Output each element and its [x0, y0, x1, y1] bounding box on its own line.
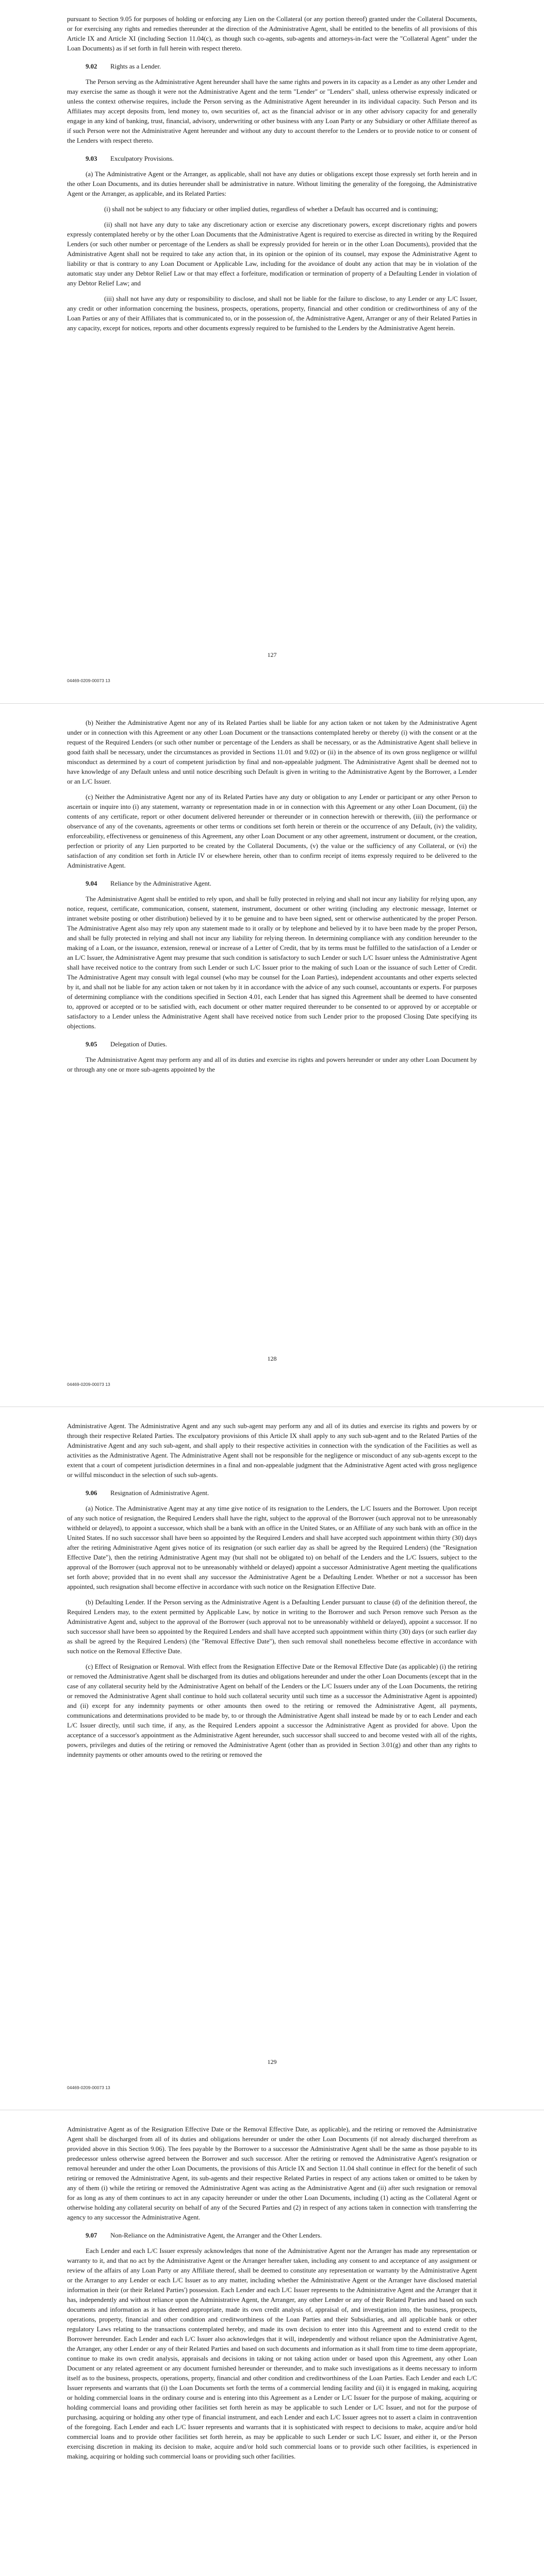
document-page: [0, 0, 544, 703]
body-paragraph: (a) Notice. The Administrative Agent may at any time give notice of its resignation to the Lenders, the L/C Issuers and the Borrower. Upon receipt of any such notice of resignation, the Required Lenders shall have the right, subject to the approval of the Borrower (such approval not to be unreasonably withheld or delayed), to appoint a successor, which shall be a bank with an office in the United States, or an Affiliate of any such bank with an office in the United States. If no such successor shall have been so appointed by the Required Lenders and shall have accepted such appointment within thirty (30) days after the retiring Administrative Agent gives notice of its resignation (or such earlier day as shall be agreed by the Required Lenders) (the "Resignation Effective Date"), then the retiring Administrative Agent may (but shall not be obligated to) on behalf of the Lenders and the L/C Issuers, subject to the approval of the Borrower (such approval not to be unreasonably withheld or delayed) appoint a successor Administrative Agent meeting the qualifications set forth above; provided that in no event shall any successor the Administrative Agent be a Defaulting Lender. Whether or not a successor has been appointed, such resignation shall become effective in accordance with such notice on the Resignation Effective Date.: [67, 1505, 477, 1590]
body-paragraph: Administrative Agent. The Administrative Agent and any such sub-agent may perform any and all of its duties and exercise its rights and powers by or through their respective Related Parties. The exculpatory provisions of this Article IX shall apply to any such sub-agent and to the Related Parties of the Administrative Agent and any such sub-agent, and shall apply to their respective activities in connection with the syndication of the Facilities as well as activities as the Administrative Agent. The Administrative Agent shall not be responsible for the negligence or misconduct of any sub-agents except to the extent that a court of competent jurisdiction determines in a final and non-appealable judgment that the Administrative Agent acted with gross negligence or willful misconduct in the selection of such sub-agents.: [67, 1422, 477, 1479]
section-heading: [67, 1040, 477, 1049]
page-number: 128: [267, 1355, 277, 1362]
section-number: 9.05: [86, 1041, 97, 1048]
body-paragraph: (c) Effect of Resignation or Removal. With effect from the Resignation Effective Date or the Removal Effective Date (as applicable) (i) the retiring or removed the Administrative Agent shall be discharged from its duties and obligations hereunder and under the other Loan Documents (except that in the case of any collateral security held by the Administrative Agent on behalf of the Lenders or the L/C Issuers under any of the Loan Documents, the retiring or removed the Administrative Agent shall continue to hold such collateral security until such time as a successor the Administrative Agent is appointed) and (ii) except for any indemnity payments or other amounts then owed to the retiring or removed the Administrative Agent, all payments, communications and determinations provided to be made by, to or through the Administrative Agent shall instead be made by or to each Lender and each L/C Issuer directly, until such time, if any, as the Required Lenders appoint a successor the Administrative Agent as provided for above. Upon the acceptance of a successor's appointment as the Administrative Agent hereunder, such successor shall succeed to and become vested with all of the rights, powers, privileges and duties of the retiring or removed the Administrative Agent (other than as provided in Section 3.01(g) and other than any rights to indemnity payments or other amounts owed to the retiring or removed the: [67, 1663, 477, 1758]
section-heading: [67, 62, 477, 72]
section-number: 9.07: [86, 2232, 97, 2239]
body-paragraph: The Administrative Agent shall be entitled to rely upon, and shall be fully protected in relying and shall not incur any liability for relying upon, any notice, request, certificate, communication, consent, statement, instrument, document or other writing (including any electronic message, Internet or intranet website posting or other distribution) believed by it to be genuine and to have been signed, sent or otherwise authenticated by the proper Person. The Administrative Agent also may rely upon any statement made to it orally or by telephone and believed by it to have been made by the proper Person, and shall be fully protected in relying and shall not incur any liability for relying thereon. In determining compliance with any condition hereunder to the making of a Loan, or the issuance, extension, renewal or increase of a Letter of Credit, that by its terms must be fulfilled to the satisfaction of a Lender or an L/C Issuer, the Administrative Agent may presume that such condition is satisfactory to such Lender or such L/C Issuer unless the Administrative Agent shall have received notice to the contrary from such Lender or such L/C Issuer prior to the making of such Loan or the issuance of such Letter of Credit. The Administrative Agent may consult with legal counsel (who may be counsel for the Loan Parties), independent accountants and other experts selected by it, and shall not be liable for any action taken or not taken by it in accordance with the advice of any such counsel, accountants or experts. For purposes of determining compliance with the conditions specified in Section 4.01, each Lender that has signed this Agreement shall be deemed to have consented to, approved or accepted or to be satisfied with, each document or other matter required thereunder to be consented to or approved by or acceptable or satisfactory to a Lender unless the Administrative Agent shall have received notice from such Lender prior to the proposed Closing Date specifying its objections.: [67, 895, 477, 1030]
body-paragraph: (b) Defaulting Lender. If the Person serving as the Administrative Agent is a Defaulting Lender pursuant to clause (d) of the definition thereof, the Required Lenders may, to the extent permitted by Applicable Law, by notice in writing to the Borrower and such Person remove such Person as the Administrative Agent and, subject to the approval of the Borrower (such approval not to be unreasonably withheld or delayed), appoint a successor. If no such successor shall have been so appointed by the Required Lenders and shall have accepted such appointment within thirty (30) days (or such earlier day as shall be agreed by the Required Lenders) (the "Removal Effective Date"), then such removal shall nonetheless become effective in accordance with such notice on the Removal Effective Date.: [67, 1599, 477, 1655]
body-paragraph: (c) Neither the Administrative Agent nor any of its Related Parties have any duty or obligation to any Lender or participant or any other Person to ascertain or inquire into (i) any statement, warranty or representation made in or in connection with this Agreement or any other Loan Document, (ii) the contents of any certificate, report or other document delivered hereunder or thereunder or in connection herewith or therewith, (iii) the performance or observance of any of the covenants, agreements or other terms or conditions set forth herein or therein or the occurrence of any Default, (iv) the validity, enforceability, effectiveness or genuineness of this Agreement, any other Loan Document or any other agreement, instrument or document, or the creation, perfection or priority of any Lien purported to be created by the Collateral Documents, (v) the value or the sufficiency of any Collateral, or (vi) the satisfaction of any condition set forth in Article IV or elsewhere herein, other than to confirm receipt of items expressly required to be delivered to the Administrative Agent.: [67, 793, 477, 869]
section-heading: [67, 154, 477, 164]
body-paragraph: (b) Neither the Administrative Agent nor any of its Related Parties shall be liable for any action taken or not taken by the Administrative Agent under or in connection with this Agreement or any other Loan Document or the transactions contemplated hereby or thereby (i) with the consent or at the request of the Required Lenders (or such other number or percentage of the Lenders as shall be necessary, or as the Administrative Agent shall believe in good faith shall be necessary, under the circumstances as provided in Sections 11.01 and 9.02) or (ii) in the absence of its own gross negligence or willful misconduct as determined by a court of competent jurisdiction by final and non-appealable judgment. The Administrative Agent shall be deemed not to have knowledge of any Default unless and until notice describing such Default is given in writing to the Administrative Agent by the Borrower, a Lender or an L/C Issuer.: [67, 719, 477, 785]
document-page: [0, 2110, 544, 2576]
body-paragraph: (iii) shall not have any duty or responsibility to disclose, and shall not be liable for the failure to disclose, to any Lender or any L/C Issuer, any credit or other information concerning the business, prospects, operations, property, financial and other condition or creditworthiness of any of the Loan Parties or any of their Affiliates that is communicated to, or in the possession of, the Administrative Agent, Arranger or any of their Related Parties in any capacity, except for notices, reports and other documents expressly required to be furnished to the Lenders by the Administrative Agent herein.: [67, 295, 477, 332]
section-heading: [67, 879, 477, 889]
page-number: 127: [267, 651, 277, 658]
section-heading: [67, 1488, 477, 1498]
section-title: Delegation of Duties.: [110, 1041, 167, 1048]
body-paragraph: (ii) shall not have any duty to take any discretionary action or exercise any discretionary powers, except discretionary rights and powers expressly contemplated hereby or by the other Loan Documents that the Administrative Agent is required to exercise as directed in writing by the Required Lenders (or such other number or percentage of the Lenders as shall be expressly provided for herein or in the other Loan Documents), provided that the Administrative Agent shall not be required to take any action that, in its opinion or the opinion of its counsel, may expose the Administrative Agent to liability or that is contrary to any Loan Document or Applicable Law, including for the avoidance of doubt any action that may be in violation of the automatic stay under any Debtor Relief Law or that may effect a forfeiture, modification or termination of property of a Defaulting Lender in violation of any Debtor Relief Law; and: [67, 221, 477, 287]
section-number: 9.02: [86, 63, 97, 70]
document-page: [0, 1406, 544, 2110]
section-number: 9.04: [86, 880, 97, 887]
document-id: 04469-0209-00073 13: [67, 1382, 110, 1387]
section-title: Reliance by the Administrative Agent.: [110, 880, 211, 887]
document-id: 04469-0209-00073 13: [67, 2085, 110, 2090]
body-paragraph: pursuant to Section 9.05 for purposes of holding or enforcing any Lien on the Collateral (or any portion thereof) granted under the Collateral Documents, or for exercising any rights and remedies thereunder at the direction of the Administrative Agent, shall be entitled to the benefits of all provisions of this Article IX and Article XI (including Section 11.04(c), as though such co-agents, sub-agents and attorneys-in-fact were the "Collateral Agent" under the Loan Documents) as if set forth in full herein with respect thereto.: [67, 15, 477, 52]
section-title: Rights as a Lender.: [110, 63, 161, 70]
section-number: 9.03: [86, 155, 97, 162]
document-id: 04469-0209-00073 13: [67, 678, 110, 683]
section-number: 9.06: [86, 1489, 97, 1497]
body-paragraph: (i) shall not be subject to any fiduciary or other implied duties, regardless of whether a Default has occurred and is continuing;: [104, 206, 438, 213]
section-heading: [67, 2231, 477, 2241]
section-title: Exculpatory Provisions.: [110, 155, 174, 162]
section-title: Resignation of Administrative Agent.: [110, 1489, 209, 1497]
body-paragraph: The Administrative Agent may perform any and all of its duties and exercise its rights and powers hereunder or under any other Loan Document by or through any one or more sub-agents appointed by the: [67, 1056, 477, 1073]
body-paragraph: (a) The Administrative Agent or the Arranger, as applicable, shall not have any duties or obligations except those expressly set forth herein and in the other Loan Documents, and its duties hereunder shall be administrative in nature. Without limiting the generality of the foregoing, the Administrative Agent or the Arranger, as applicable, and its Related Parties:: [67, 171, 477, 197]
body-paragraph: Administrative Agent as of the Resignation Effective Date or the Removal Effective Date, as applicable), and the retiring or removed the Administrative Agent shall be discharged from all of its duties and obligations hereunder or under the other Loan Documents (if not already discharged therefrom as provided above in this Section 9.06). The fees payable by the Borrower to a successor the Administrative Agent shall be the same as those payable to its predecessor unless otherwise agreed between the Borrower and such successor. After the retiring or removed the Administrative Agent's resignation or removal hereunder and under the other Loan Documents, the provisions of this Article IX and Section 11.04 shall continue in effect for the benefit of such retiring or removed the Administrative Agent, its sub-agents and their respective Related Parties in respect of any actions taken or omitted to be taken by any of them (i) while the retiring or removed the Administrative Agent was acting as the Administrative Agent and (ii) after such resignation or removal for as long as any of them continues to act in any capacity hereunder or under the other Loan Documents, including (1) acting as the Collateral Agent or otherwise holding any collateral security on behalf of any of the Secured Parties and (2) in respect of any actions taken in connection with transferring the agency to any successor the Administrative Agent.: [67, 2126, 477, 2221]
section-title: Non-Reliance on the Administrative Agent, the Arranger and the Other Lenders.: [110, 2232, 322, 2239]
body-paragraph: The Person serving as the Administrative Agent hereunder shall have the same rights and powers in its capacity as a Lender as any other Lender and may exercise the same as though it were not the Administrative Agent and the term "Lender" or "Lenders" shall, unless otherwise expressly indicated or unless the context otherwise requires, include the Person serving as the Administrative Agent hereunder in its individual capacity. Such Person and its Affiliates may accept deposits from, lend money to, own securities of, act as the financial advisor or in any other advisory capacity for and generally engage in any kind of banking, trust, financial, advisory, underwriting or other business with any Loan Party or any Subsidiary or other Affiliate thereof as if such Person were not the Administrative Agent hereunder and without any duty to account therefor to the Lenders or to provide notice to or consent of the Lenders with respect thereto.: [67, 78, 477, 144]
page-number: 129: [267, 2058, 277, 2065]
document-page: [0, 703, 544, 1406]
body-paragraph: Each Lender and each L/C Issuer expressly acknowledges that none of the Administrative Agent nor the Arranger has made any representation or warranty to it, and that no act by the Administrative Agent or the Arranger hereafter taken, including any consent to and acceptance of any assignment or review of the affairs of any Loan Party or any Affiliate thereof, shall be deemed to constitute any representation or warranty by the Administrative Agent or the Arranger to any Lender or each L/C Issuer as to any matter, including whether the Administrative Agent or the Arranger have disclosed material information in their (or their Related Parties') possession. Each Lender and each L/C Issuer represents to the Administrative Agent and the Arranger that it has, independently and without reliance upon the Administrative Agent, the Arranger, any other Lender or any of their Related Parties and based on such documents and information as it has deemed appropriate, made its own credit analysis of, appraisal of, and investigation into, the business, prospects, operations, property, financial and other condition and creditworthiness of the Loan Parties and their Subsidiaries, and all applicable bank or other regulatory Laws relating to the transactions contemplated hereby, and made its own decision to enter into this Agreement and to extend credit to the Borrower hereunder. Each Lender and each L/C Issuer also acknowledges that it will, independently and without reliance upon the Administrative Agent, the Arranger, any other Lender or any of their Related Parties and based on such documents and information as it shall from time to time deem appropriate, continue to make its own credit analysis, appraisals and decisions in taking or not taking action under or based upon this Agreement, any other Loan Document or any related agreement or any document furnished hereunder or thereunder, and to make such investigations as it deems necessary to inform itself as to the business, prospects, operations, property, financial and other condition and creditworthiness of the Loan Parties. Each Lender and each L/C Issuer represents and warrants that (i) the Loan Documents set forth the terms of a commercial lending facility and (ii) it is engaged in making, acquiring or holding commercial loans in the ordinary course and is entering into this Agreement as a Lender or L/C Issuer for the purpose of making, acquiring or holding commercial loans and providing other facilities set forth herein as may be applicable to such Lender or L/C Issuer, and not for the purpose of purchasing, acquiring or holding any other type of financial instrument, and each Lender and each L/C Issuer agrees not to assert a claim in contravention of the foregoing. Each Lender and each L/C Issuer represents and warrants that it is sophisticated with respect to decisions to make, acquire and/or hold commercial loans and to provide other facilities set forth herein, as may be applicable to such Lender or such L/C Issuer, and either it, or the Person exercising discretion in making its decision to make, acquire and/or hold such commercial loans or to provide such other facilities, is experienced in making, acquiring or holding such commercial loans or providing such other facilities.: [67, 2247, 477, 2460]
